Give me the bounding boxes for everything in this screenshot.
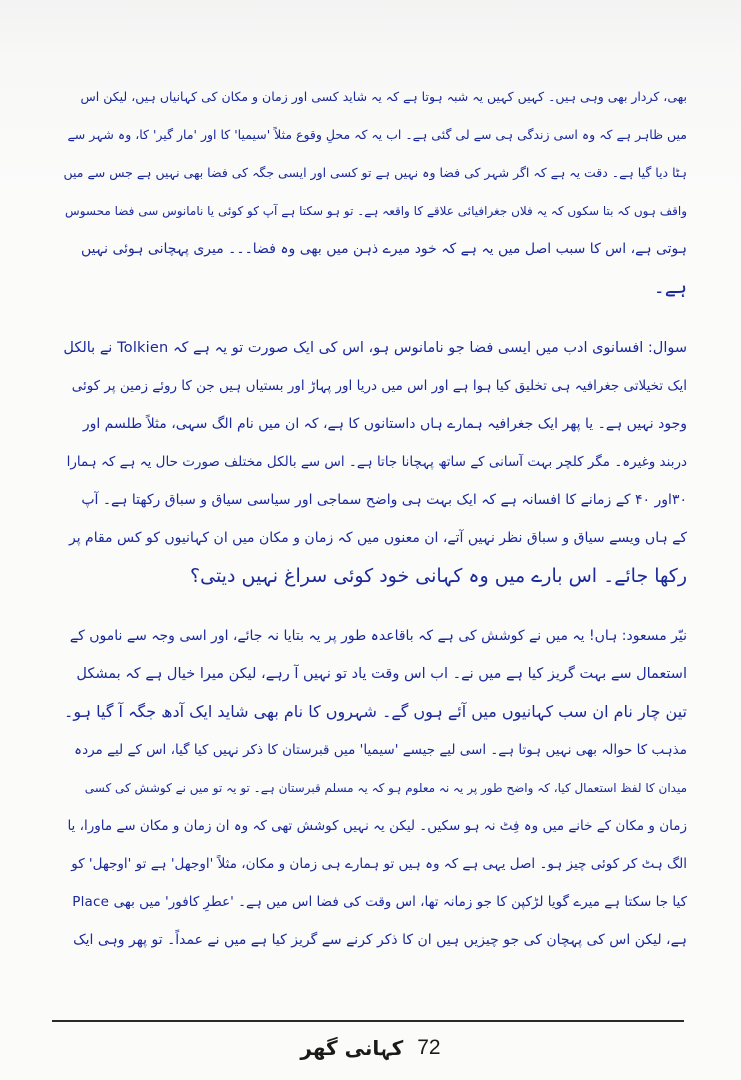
- text-line: ہے۔: [653, 276, 687, 298]
- question-paragraph: [62, 329, 687, 595]
- footer-divider: [52, 1020, 684, 1022]
- text-line: میں ظاہر ہے کہ وہ اسی زندگی ہی سے لی گئی ہے۔ اب یہ کہ محلِ وقوع مثلاً 'سیمیا' کا اور 'مار گیر' کا، وہ شہر سے: [67, 127, 687, 142]
- text-line: Place کیا جا سکتا ہے میرے گویا لڑکپن کا جو زمانہ تھا، اس وقت کی فضا اس میں ہے۔ 'عطرِ کافور' میں بھی: [72, 894, 687, 910]
- text-line: کے ہاں ویسے سیاق و سباق نظر نہیں آتے، ان معنوں میں کہ زمان و مکان میں ان کہانیوں کو کس مقام پر: [68, 530, 687, 546]
- text-line: بھی، کردار بھی وہی ہیں۔ کہیں کہیں یہ شبہ ہوتا ہے کہ یہ شاید کسی اور زمان و مکان کی کہانیاں ہیں، لیکن اس: [80, 89, 687, 104]
- page-footer: [0, 1028, 741, 1068]
- text-line: نیّر مسعود: ہاں! یہ میں نے کوشش کی ہے کہ باقاعدہ طور پر یہ بتایا نہ جائے، اور اسی وجہ سے ناموں کے: [69, 628, 687, 644]
- text-line: سوال: افسانوی ادب میں ایسی فضا جو نامانوس ہو، اس کی ایک صورت تو یہ ہے کہ Tolkien نے بالکل: [63, 340, 687, 356]
- text-line: الگ ہٹ کر کوئی چیز ہو۔ اصل یہی ہے کہ وہ ہیں تو ہمارے ہی زمان و مکان، مثلاً 'اوجھل' ہے تو 'اوجھل' کو: [71, 856, 687, 872]
- text-line: وجود نہیں ہے۔ یا پھر ایک جغرافیہ ہمارے ہاں داستانوں کا ہے، کہ ان میں نام الگ سہی، مثلاً طلسم اور: [82, 416, 687, 432]
- text-line: استعمال سے بہت گریز کیا ہے میں نے۔ اب اس وقت یاد تو نہیں آ رہے، لیکن میرا خیال ہے کہ بمشکل: [76, 666, 687, 682]
- text-line: تین چار نام ان سب کہانیوں میں آئے ہوں گے۔ شہروں کا نام بھی شاید ایک آدھ جگہ آ گیا ہو۔: [64, 702, 687, 721]
- answer-paragraph: [62, 617, 687, 959]
- text-line: زمان و مکان کے خانے میں وہ فِٹ نہ ہو سکیں۔ لیکن یہ نہیں کوشش تھی کہ وہ ان زمان و مکان سے ماورا، یا: [67, 818, 687, 834]
- text-line: میدان کا لفظ استعمال کیا، کہ واضح طور پر یہ نہ معلوم ہو کہ یہ مسلم قبرستان ہے۔ تو یہ تو میں نے کوشش کی کسی: [84, 781, 687, 795]
- magazine-title: کہانی گھر: [300, 1036, 404, 1060]
- text-line: ہے، لیکن اس کی پہچان کی جو چیزیں ہیں ان کا ذکر کرنے سے گریز کیا ہے میں نے عمداً۔ تو پھر وہی ایک: [73, 932, 687, 948]
- text-line: ہوتی ہے، اس کا سبب اصل میں یہ ہے کہ خود میرے ذہن میں بھی وہ فضا۔۔۔ میری پہچانی ہوئی نہیں: [81, 241, 687, 257]
- paragraph-continuation: [62, 78, 687, 306]
- text-line: دربند وغیرہ۔ مگر کلچر بہت آسانی کے ساتھ پہچانا جاتا ہے۔ اس سے بالکل مختلف صورت حال یہ ہے کہ ہمارا: [66, 454, 687, 470]
- page-number: 72: [417, 1036, 441, 1059]
- text-line: واقف ہوں کہ بتا سکوں کہ یہ فلاں جغرافیائی علاقے کا واقعہ ہے۔ تو ہو سکتا ہے آپ کو کوئی یا نامانوس سی فضا محسوس: [65, 204, 687, 218]
- text-line: مذہب کا حوالہ بھی نہیں ہوتا ہے۔ اسی لیے جیسے 'سیمیا' میں قبرستان کا ذکر نہیں کیا گیا، اس کے لیے مردہ: [74, 742, 687, 758]
- text-line: ۳۰اور ۴۰ کے زمانے کا افسانہ ہے کہ ایک بہت ہی واضح سماجی اور سیاسی سیاق و سباق رکھتا ہے۔ آپ: [81, 492, 687, 508]
- text-line: ہٹا دیا گیا ہے۔ دقت یہ ہے کہ اگر شہر کی فضا وہ نہیں ہے تو کسی اور ایسی جگہ کی فضا بھی نہیں ہے جس سے میں: [63, 165, 687, 180]
- text-line: ایک تخیلاتی جغرافیہ ہی تخلیق کیا ہوا ہے اور اس میں دریا اور پہاڑ اور بستیاں ہیں جن کا روئے زمین پر کوئی: [71, 378, 687, 394]
- text-line: رکھا جائے۔ اس بارے میں وہ کہانی خود کوئی سراغ نہیں دیتی؟: [190, 565, 687, 587]
